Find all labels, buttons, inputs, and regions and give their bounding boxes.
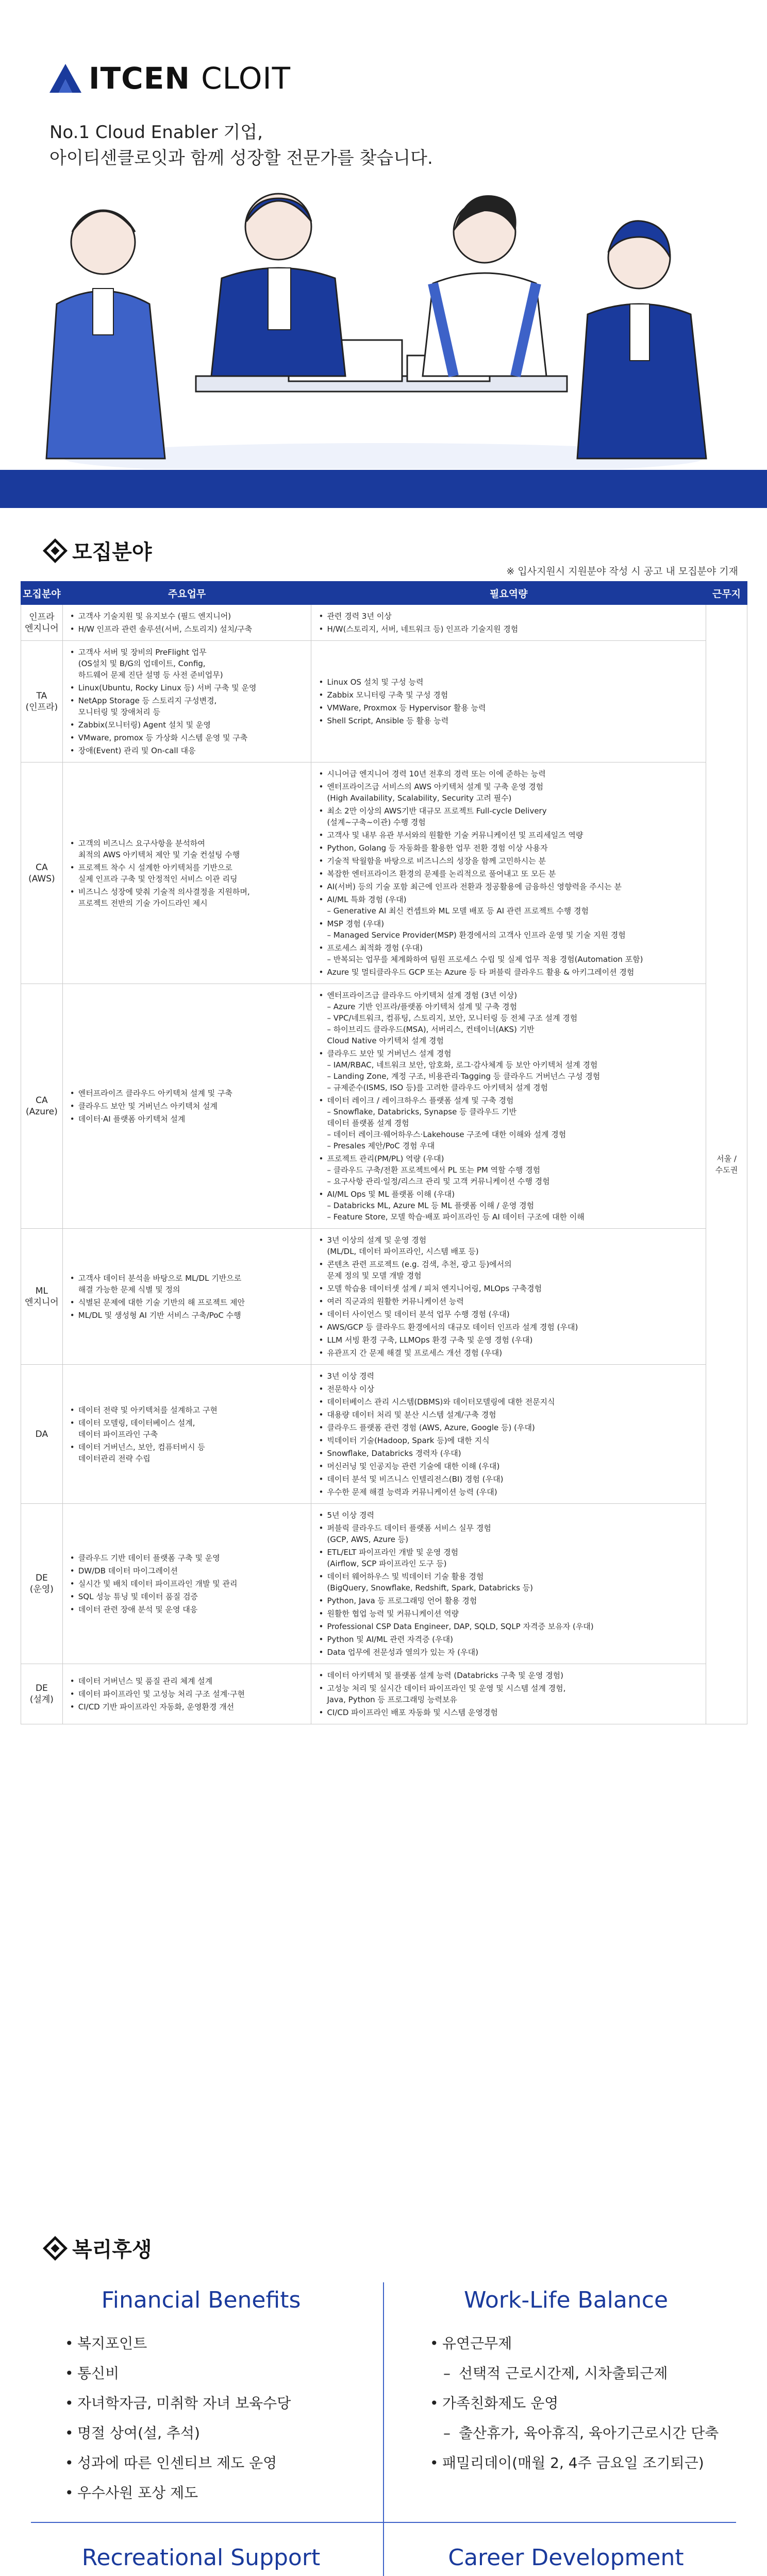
recruit-section-title xyxy=(46,536,152,565)
financial-benefits-title: Financial Benefits xyxy=(101,2287,301,2313)
list-item: • 고객사 서버 및 장비의 PreFlight 업무 (OS설치 및 B/G의 업데이트, Config, 하드웨어 문제 진단 설명 등 사전 준비업무) xyxy=(70,647,306,681)
logo-name-bold: ITCEN xyxy=(89,61,190,96)
list-item: • 시니어급 엔지니어 경력 10년 전후의 경력 또는 이에 준하는 능력 xyxy=(319,768,701,779)
row-duties xyxy=(62,984,311,1229)
table-row xyxy=(21,1504,747,1664)
logo-name-thin: CLOIT xyxy=(201,61,291,96)
list-item: • 데이터·AI 플랫폼 아키텍처 설계 xyxy=(70,1113,306,1125)
list-item: • 관련 경력 3년 이상 xyxy=(319,611,701,622)
recreational-support-title: Recreational Support xyxy=(81,2545,321,2571)
list-item: • Python, Java 등 프로그래밍 언어 활용 경험 xyxy=(319,1595,701,1606)
work-life-balance-title: Work-Life Balance xyxy=(463,2287,669,2313)
list-item: • Data 업무에 전문성과 열의가 있는 자 (우대) xyxy=(319,1647,701,1658)
list-item: • 최소 2만 이상의 AWS기반 대규모 프로젝트 Full-cycle Delivery (설계~구축~이관) 수행 경험 xyxy=(319,805,701,828)
list-item: • 비즈니스 성장에 맞춰 기술적 의사결정을 지원하며, 프로젝트 전반의 기술 가이드라인 제시 xyxy=(70,886,306,909)
row-category: DA xyxy=(21,1365,63,1504)
list-item: • 고객사 기술지원 및 유지보수 (필드 엔지니어) xyxy=(70,611,306,622)
requirement-list xyxy=(316,1510,701,1658)
requirement-list xyxy=(316,1370,701,1498)
table-row xyxy=(21,762,747,984)
benefits-title-text: 복리후생 xyxy=(72,2238,152,2262)
list-item: • Azure 및 멀티클라우드 GCP 또는 Azure 등 타 퍼블릭 클라우드 활용 & 아키그레이션 경험 xyxy=(319,967,701,978)
row-duties xyxy=(62,641,311,762)
header-location: 근무지 xyxy=(706,582,747,605)
career-development-title: Career Development xyxy=(448,2545,684,2571)
row-requirements xyxy=(311,1664,706,1724)
list-item: • 프로세스 최적화 경험 (우대) – 반복되는 업무를 체계화하여 팀원 프로세스 수립 및 실제 업무 적용 경험(Automation 포함) xyxy=(319,942,701,965)
hero-line-1: No.1 Cloud Enabler 기업, xyxy=(49,122,263,143)
benefits-grid xyxy=(31,2282,736,2576)
list-item: • Professional CSP Data Engineer, DAP, SQLD, SQLP 자격증 보유자 (우대) xyxy=(319,1621,701,1632)
table-row xyxy=(21,984,747,1229)
recruit-title-text: 모집분야 xyxy=(72,540,152,564)
list-item: • 데이터 거버넌스, 보안, 컴퓨터버시 등 데이터관리 전략 수립 xyxy=(70,1442,306,1464)
requirement-list xyxy=(316,1234,701,1359)
list-item: • 머신러닝 및 인공지능 관련 기술에 대한 이해 (우대) xyxy=(319,1461,701,1472)
list-item: • 엔터프라이즈급 클라우드 아키텍처 설계 경험 (3년 이상) – Azure 기반 인프라/플랫폼 아키텍처 설계 및 구축 경험 – VPC/네트워크, 컴퓨팅, 스토리지, 보안, 모니터링 등 전체 구조 설계 경험 – 하이브리드 클라우드(MSA), 서버리스, 컨테이너(AKS) 기반 Cloud Native 아키텍처 설계 경험 xyxy=(319,990,701,1046)
list-item: • 데이터 웨어하우스 및 빅데이터 기술 활용 경험 (BigQuery, Snowflake, Redshift, Spark, Databricks 등) xyxy=(319,1571,701,1594)
company-logo xyxy=(49,61,291,96)
list-item: • 대용량 데이터 처리 및 분산 시스템 설계/구축 경험 xyxy=(319,1409,701,1420)
duty-list xyxy=(68,838,306,909)
row-category: CA (AWS) xyxy=(21,762,63,984)
list-item: • 클라우드 플랫폼 관련 경험 (AWS, Azure, Google 등) (우대) xyxy=(319,1422,701,1433)
list-item: • 데이터 아키텍처 및 플랫폼 설계 능력 (Databricks 구축 및 운영 경험) xyxy=(319,1670,701,1681)
list-item: • 프로젝트 관리(PM/PL) 역량 (우대) – 클라우드 구축/전환 프로젝트에서 PL 또는 PM 역할 수행 경험 – 요구사항 관리·일정/리스크 관리 및 고객 커뮤니케이션 수행 경험 xyxy=(319,1153,701,1187)
list-item: • H/W(스토리지, 서버, 네트워크 등) 인프라 기술지원 경험 xyxy=(319,623,701,635)
list-item: • 엔터프라이즈급 서비스의 AWS 아키텍처 설계 및 구축 운영 경험 (High Availability, Scalability, Security 고려 필수) xyxy=(319,781,701,804)
list-item: • 실시간 및 배치 데이터 파이프라인 개발 및 관리 xyxy=(70,1578,306,1589)
list-item: • 장애(Event) 관리 및 On-call 대응 xyxy=(70,745,306,756)
benefits-divider-horizontal xyxy=(31,2522,736,2523)
list-item: • 기술적 탁월함을 바탕으로 비즈니스의 성장을 함께 고민하시는 분 xyxy=(319,855,701,867)
work-life-balance-list xyxy=(396,2329,736,2478)
list-item: • 패밀리데이(매월 2, 4주 금요일 조기퇴근) xyxy=(430,2448,736,2478)
recruit-note: ※ 입사지원시 지원분야 작성 시 공고 내 모집분야 기재 xyxy=(506,566,738,577)
list-item: • Linux OS 설치 및 구성 능력 xyxy=(319,676,701,688)
row-requirements xyxy=(311,1504,706,1664)
row-requirements xyxy=(311,605,706,641)
list-item: • Python 및 AI/ML 관련 자격증 (우대) xyxy=(319,1634,701,1645)
diamond-bullet-icon xyxy=(43,2235,68,2260)
list-item: • 전문학사 이상 xyxy=(319,1383,701,1395)
list-item: • 데이터베이스 관리 시스템(DBMS)와 데이터모델링에 대한 전문지식 xyxy=(319,1396,701,1408)
list-item: • 유관프지 간 문제 해결 및 프로세스 개선 경험 (우대) xyxy=(319,1347,701,1359)
work-location: 서울 / 수도권 xyxy=(706,605,747,1724)
financial-benefits-list xyxy=(31,2329,371,2508)
row-requirements xyxy=(311,1365,706,1504)
list-item: • NetApp Storage 등 스토리지 구성변경, 모니터링 및 장애처리 등 xyxy=(70,695,306,718)
list-subitem: – 선택적 근로시간제, 시차출퇴근제 xyxy=(430,2359,736,2388)
list-item: • VMware, promox 등 가상화 시스템 운영 및 구축 xyxy=(70,732,306,743)
list-item: • 원활한 협업 능력 및 커뮤니케이션 역량 xyxy=(319,1608,701,1619)
list-item: • H/W 인프라 관련 솔루션(서버, 스토리지) 설치/구축 xyxy=(70,623,306,635)
list-item: • Shell Script, Ansible 등 활용 능력 xyxy=(319,715,701,726)
list-item: • AI/ML 특화 경험 (우대) – Generative AI 최신 컨셉트와 ML 모델 배포 등 AI 관련 프로젝트 수행 경험 xyxy=(319,894,701,917)
list-item: • 빅데이터 기술(Hadoop, Spark 등)에 대한 지식 xyxy=(319,1435,701,1446)
list-item: • 성과에 따른 인센티브 제도 운영 xyxy=(65,2448,371,2478)
duty-list xyxy=(68,1273,306,1321)
financial-benefits-card xyxy=(31,2282,371,2508)
row-category: DE (운영) xyxy=(21,1504,63,1664)
table-row xyxy=(21,1229,747,1365)
list-item: • MSP 경험 (우대) – Managed Service Provider(MSP) 환경에서의 고객사 인프라 운영 및 기술 지원 경험 xyxy=(319,918,701,941)
logo-mark-icon xyxy=(49,64,81,93)
diamond-bullet-icon xyxy=(43,538,68,563)
work-life-balance-card xyxy=(396,2282,736,2478)
row-duties xyxy=(62,605,311,641)
duty-list xyxy=(68,611,306,635)
list-item: • Python, Golang 등 자동화를 활용한 업무 전환 경험 이상 사용자 xyxy=(319,842,701,854)
list-item: • SQL 성능 튜닝 및 데이터 품질 검증 xyxy=(70,1591,306,1602)
list-item: • 고성능 처리 및 실시간 데이터 파이프라인 및 운영 및 시스템 설계 경험, Java, Python 등 프로그래밍 능력보유 xyxy=(319,1683,701,1705)
row-category: DE (설계) xyxy=(21,1664,63,1724)
list-item: • 데이터 레이크 / 레이크하우스 플랫폼 설계 및 구축 경험 – Snowflake, Databricks, Synapse 등 클라우드 기반 데이터 플랫폼 설계 경험 – 데이터 레이크·웨어하우스·Lakehouse 구조에 대한 이해와 설계 경험 – Presales 제안/PoC 경험 우대 xyxy=(319,1095,701,1151)
list-item: • 자녀학자금, 미취학 자녀 보육수당 xyxy=(65,2388,371,2418)
row-category: CA (Azure) xyxy=(21,984,63,1229)
list-item: • 3년 이상의 설계 및 운영 경험 (ML/DL, 데이터 파이프라인, 시스템 배포 등) xyxy=(319,1234,701,1257)
list-item: • Zabbix 모니터링 구축 및 구성 경험 xyxy=(319,689,701,701)
table-row xyxy=(21,605,747,641)
list-item: • 데이터 전략 및 아키텍처를 설계하고 구현 xyxy=(70,1404,306,1416)
list-item: • 5년 이상 경력 xyxy=(319,1510,701,1521)
list-item: • 통신비 xyxy=(65,2359,371,2388)
list-item: • 클라우드 보안 및 거버넌스 아키텍처 설계 xyxy=(70,1100,306,1112)
list-subitem: – 출산휴가, 육아휴직, 육아기근로시간 단축 xyxy=(430,2418,736,2448)
list-item: • 고객사 및 내부 유관 부서와의 원활한 기술 커뮤니케이션 및 프리세일즈 역량 xyxy=(319,829,701,841)
list-item: • 우수한 문제 해결 능력과 커뮤니케이션 능력 (우대) xyxy=(319,1486,701,1498)
requirement-list xyxy=(316,676,701,726)
list-item: • 프로젝트 착수 시 설계한 아키텍처를 기반으로 실제 인프라 구축 및 안정적인 서비스 이관 리딩 xyxy=(70,862,306,885)
header-duty: 주요업무 xyxy=(62,582,311,605)
row-category: TA (인프라) xyxy=(21,641,63,762)
list-item: • 복잡한 엔터프라이즈 환경의 문제를 논리적으로 풀어내고 또 모든 분 xyxy=(319,868,701,879)
list-item: • 데이터 관련 장애 분석 및 운영 대응 xyxy=(70,1604,306,1615)
row-duties xyxy=(62,1664,311,1724)
table-row xyxy=(21,641,747,762)
row-requirements xyxy=(311,762,706,984)
list-item: • ETL/ELT 파이프라인 개발 및 운영 경험 (Airflow, SCP 파이프라인 도구 등) xyxy=(319,1547,701,1569)
benefits-divider-vertical xyxy=(383,2282,384,2576)
list-item: • 클라우드 기반 데이터 플랫폼 구축 및 운영 xyxy=(70,1552,306,1564)
list-item: • Snowflake, Databricks 경력자 (우대) xyxy=(319,1448,701,1459)
list-item: • 고객사 데이터 분석을 바탕으로 ML/DL 기반으로 해결 가능한 문제 식별 및 정의 xyxy=(70,1273,306,1295)
row-requirements xyxy=(311,984,706,1229)
list-item: • CI/CD 기반 파이프라인 자동화, 운영환경 개선 xyxy=(70,1701,306,1713)
row-duties xyxy=(62,1504,311,1664)
list-item: • 명절 상여(설, 추석) xyxy=(65,2418,371,2448)
table-row xyxy=(21,1664,747,1724)
logo-wordmark xyxy=(89,61,291,96)
requirement-list xyxy=(316,990,701,1223)
hero-section xyxy=(0,0,767,515)
duty-list xyxy=(68,1675,306,1713)
list-item: • AWS/GCP 등 클라우드 환경에서의 대규모 데이터 인프라 설계 경험 (우대) xyxy=(319,1321,701,1333)
recruit-table-body xyxy=(21,605,747,1724)
duty-list xyxy=(68,647,306,756)
list-item: • 클라우드 보안 및 거버넌스 설계 경험 – IAM/RBAC, 네트워크 보안, 암호화, 로그·감사체계 등 보안 아키텍처 설계 경험 – Landing Zone, 계정 구조, 비용관리·Tagging 등 클라우드 거버넌스 구성 경험 – 규제준수(ISMS, ISO 등)를 고려한 클라우드 아키텍처 설계 경험 xyxy=(319,1048,701,1093)
row-requirements xyxy=(311,641,706,762)
header-category: 모집분야 xyxy=(21,582,63,605)
team-illustration xyxy=(0,170,767,469)
list-item: • 엔터프라이즈 클라우드 아키텍처 설계 및 구축 xyxy=(70,1088,306,1099)
list-item: • 고객의 비즈니스 요구사항을 분석하여 최적의 AWS 아키텍처 제안 및 기술 컨설팅 수행 xyxy=(70,838,306,860)
list-item: • ML/DL 및 생성형 AI 기반 서비스 구축/PoC 수행 xyxy=(70,1310,306,1321)
list-item: • 퍼블릭 클라우드 데이터 플랫폼 서비스 실무 경험 (GCP, AWS, Azure 등) xyxy=(319,1522,701,1545)
hero-bottom-band xyxy=(0,470,767,508)
benefits-section-title xyxy=(46,2233,152,2263)
list-item: • VMWare, Proxmox 등 Hypervisor 활용 능력 xyxy=(319,702,701,714)
list-item: • 복지포인트 xyxy=(65,2329,371,2359)
list-item: • AI(서버) 등의 기술 포함 최근에 인프라 전환과 정공활용에 금융하신 영향력을 주시는 분 xyxy=(319,881,701,892)
row-requirements xyxy=(311,1229,706,1365)
list-item: • 유연근무제 xyxy=(430,2329,736,2359)
header-requirements: 필요역량 xyxy=(311,582,706,605)
requirement-list xyxy=(316,611,701,635)
list-item: • DW/DB 데이터 마이그레이션 xyxy=(70,1565,306,1577)
duty-list xyxy=(68,1404,306,1464)
hero-line-2: 아이티센클로잇과 함께 성장할 전문가를 찾습니다. xyxy=(49,148,433,168)
list-item: • LLM 서빙 환경 구축, LLMOps 환경 구축 및 운영 경험 (우대) xyxy=(319,1334,701,1346)
list-item: • 우수사원 포상 제도 xyxy=(65,2478,371,2508)
row-duties xyxy=(62,1365,311,1504)
list-item: • CI/CD 파이프라인 배포 자동화 및 시스템 운영경험 xyxy=(319,1707,701,1718)
list-item: • 식별된 문제에 대한 기술 기반의 해 프로젝트 제안 xyxy=(70,1297,306,1308)
duty-list xyxy=(68,1088,306,1125)
career-development-card xyxy=(396,2540,736,2576)
row-category: ML 엔지니어 xyxy=(21,1229,63,1365)
requirement-list xyxy=(316,768,701,978)
list-item: • 여러 직군과의 원활한 커뮤니케이션 능력 xyxy=(319,1296,701,1307)
list-item: • 데이터 사이언스 및 데이터 분석 업무 수행 경험 (우대) xyxy=(319,1309,701,1320)
list-item: • 가족친화제도 운영 xyxy=(430,2388,736,2418)
list-item: • 모델 학습용 데이터셋 설계 / 피처 엔지니어링, MLOps 구축경험 xyxy=(319,1283,701,1294)
list-item: • 데이터 분석 및 비즈니스 인텔리전스(BI) 경험 (우대) xyxy=(319,1473,701,1485)
list-item: • 3년 이상 경력 xyxy=(319,1370,701,1382)
list-item: • 데이터 파이프라인 및 고성능 처리 구조 설계·구현 xyxy=(70,1688,306,1700)
list-item: • AI/ML Ops 및 ML 플랫폼 이해 (우대) – Databricks ML, Azure ML 등 ML 플랫폼 이해 / 운영 경험 – Feature Store, 모델 학습·배포 파이프라인 등 AI 데이터 구조에 대한 이해 xyxy=(319,1189,701,1223)
list-item: • Linux(Ubuntu, Rocky Linux 등) 서버 구축 및 운영 xyxy=(70,682,306,693)
requirement-list xyxy=(316,1670,701,1718)
row-duties xyxy=(62,762,311,984)
list-item: • 데이터 모델링, 데이터베이스 설계, 데이터 파이프라인 구축 xyxy=(70,1417,306,1440)
list-item: • Zabbix(모니터링) Agent 설치 및 운영 xyxy=(70,719,306,731)
table-row xyxy=(21,1365,747,1504)
list-item: • 콘텐츠 관련 프로젝트 (e.g. 검색, 추천, 광고 등)에서의 문제 정의 및 모델 개발 경험 xyxy=(319,1259,701,1281)
row-category: 인프라 엔지니어 xyxy=(21,605,63,641)
row-duties xyxy=(62,1229,311,1365)
list-item: • 데이터 거버넌스 및 품질 관리 체계 설계 xyxy=(70,1675,306,1687)
recruit-table xyxy=(21,581,747,1724)
hero-tagline xyxy=(49,120,433,171)
duty-list xyxy=(68,1552,306,1615)
recreational-support-card xyxy=(31,2540,371,2576)
recruit-table-header xyxy=(21,582,747,605)
